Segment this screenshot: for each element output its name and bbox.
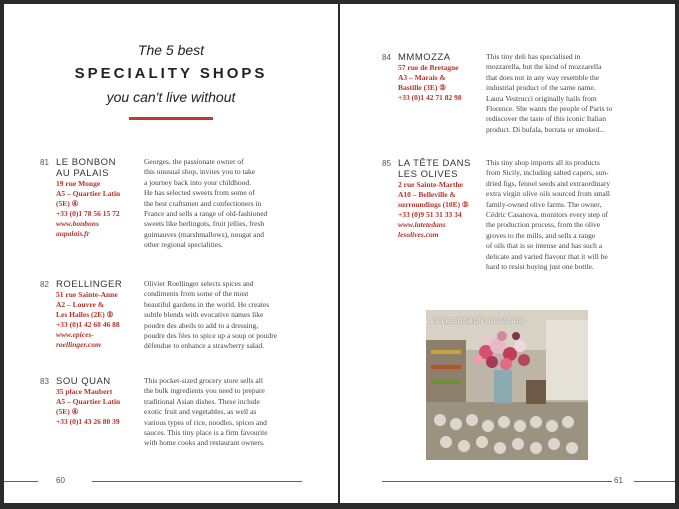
section-heading	[4, 42, 338, 120]
shop-name: AU PALAIS	[56, 168, 109, 179]
shop-address: +33 (0)1 43 26 80 39	[56, 417, 120, 426]
left-page	[4, 4, 338, 503]
description-line: This pocket-sized grocery store sells all	[144, 376, 263, 385]
shop-address: A2 – Louvre &	[56, 300, 104, 309]
shop-address: +33 (0)1 42 60 46 88	[56, 320, 120, 329]
shop-website[interactable]: aupalais.fr	[56, 229, 90, 238]
description-line: the production process, from the olive	[486, 220, 601, 230]
shop-address: A3 – Marais &	[398, 73, 446, 82]
description-line: with home cooks and restaurant owners.	[144, 438, 265, 448]
description-line: exotic fruit and vegetables, as well as	[144, 407, 257, 417]
shop-website[interactable]: roellinger.com	[56, 340, 101, 349]
photo-caption: 81 LE BONBON AU PALAIS	[431, 318, 524, 325]
shop-number: 83	[40, 377, 49, 386]
description-line: delicate and varied flavour that it will be	[486, 251, 608, 261]
description-line: Olivier Roellinger selects spices and	[144, 279, 254, 288]
shop-number: 85	[382, 159, 391, 168]
description-line: subtle blends with evocative names like	[144, 310, 264, 320]
heading-line-1: The 5 best	[137, 42, 205, 58]
description-line: other regional specialities.	[144, 240, 223, 250]
shop-info	[56, 279, 140, 350]
description-line: the best craftsmen and confectioners in	[144, 198, 262, 208]
description-line: mozzarella, but the kind of mozzarella	[486, 62, 602, 72]
description-line: This tiny shop imports all its products	[486, 158, 600, 167]
shop-address: A10 – Belleville &	[398, 190, 456, 199]
shop-name: ROELLINGER	[56, 279, 123, 290]
description-line: of oils that is so intense and has such a	[486, 241, 603, 251]
shop-info	[398, 52, 482, 103]
description-line: traditional Asian dishes. These include	[144, 396, 260, 406]
heading-underline	[129, 117, 213, 120]
shop-address: 2 rue Sainte-Marthe	[398, 180, 463, 189]
description-line: sweets like berlingots, fruit jellies, fresh	[144, 219, 265, 229]
description-line: He has selected sweets from some of	[144, 188, 255, 198]
shop-number: 82	[40, 280, 49, 289]
shop-address: (5E) ④	[56, 407, 79, 416]
heading-title: SPECIALITY SHOPS	[74, 65, 268, 82]
shop-website[interactable]: www.latetedans	[398, 220, 446, 229]
right-page	[340, 4, 675, 503]
shop-address: A5 – Quartier Latin	[56, 397, 121, 406]
page-number-right: 61	[614, 476, 623, 485]
shop-description	[144, 157, 324, 251]
footer-rule-right-2	[634, 481, 675, 482]
description-line: dried figs, fennel seeds and extraordinary	[486, 178, 611, 188]
shop-address: Bastille (3E) ⑤	[398, 83, 446, 92]
description-line: Laura Vestrucci originally hails from	[486, 93, 597, 103]
shop-address: A5 – Quartier Latin	[56, 189, 121, 198]
page-number-left: 60	[56, 476, 65, 485]
shop-address: +33 (0)1 42 71 82 98	[398, 93, 462, 102]
description-line: hard to resist buying just one bottle.	[486, 262, 594, 272]
shop-address: +33 (0)9 51 31 33 34	[398, 210, 462, 219]
shop-address: +33 (0)1 78 56 15 72	[56, 209, 120, 218]
description-line: the bulk ingredients you need to prepare	[144, 386, 265, 396]
photo-illustration	[426, 310, 588, 460]
description-line: a journey back into your childhood.	[144, 177, 252, 187]
shop-address: 57 rue de Bretagne	[398, 63, 459, 72]
shop-description	[144, 279, 324, 352]
shop-address: 51 rue Sainte-Anne	[56, 290, 118, 299]
description-line: various types of rice, noodles, spices and	[144, 417, 267, 427]
description-line: Cédric Casanova, monitors every step of	[486, 210, 609, 220]
shop-website[interactable]: lesolives.com	[398, 230, 439, 239]
shop-address: (5E) ④	[56, 199, 79, 208]
shop-name: LA TÊTE DANS	[398, 158, 471, 169]
description-line: Georges, the passionate owner of	[144, 157, 244, 166]
description-line: France and sells a range of old-fashioned	[144, 209, 268, 219]
shop-number: 81	[40, 158, 49, 167]
shop-name: LE BONBON	[56, 157, 116, 168]
description-line: guimauves (marshmallows), nougat and	[144, 229, 264, 239]
description-line: Florence. She wants the people of Paris to	[486, 104, 613, 114]
description-line: that does not in any way resemble the	[486, 72, 600, 82]
description-line: This tiny deli has specialised in	[486, 52, 581, 61]
description-line: extra virgin olive oils sourced from small	[486, 189, 611, 199]
shop-address: 19 rue Monge	[56, 179, 101, 188]
description-line: sauces. This tiny place is a firm favourite	[144, 428, 268, 438]
description-line: beautiful gardens in the world. He creates	[144, 299, 270, 309]
footer-rule-right	[382, 481, 612, 482]
shop-number: 84	[382, 53, 391, 62]
footer-rule-left-2	[92, 481, 302, 482]
description-line: défendue to enhance a strawberry salad.	[144, 341, 264, 351]
heading-line-3: you can't live without	[106, 89, 236, 105]
shop-name: LES OLIVES	[398, 169, 458, 180]
shop-name: SOU QUAN	[56, 376, 111, 387]
shop-website[interactable]: www.bonbons	[56, 219, 99, 228]
description-line: rediscover the taste of this iconic Italian	[486, 114, 606, 124]
shop-description	[486, 52, 666, 135]
shop-name: MMMOZZA	[398, 52, 451, 63]
shop-description	[486, 158, 666, 272]
description-line: family-owned olive farms. The owner,	[486, 199, 602, 209]
shop-address: surroundings (10E) ⑤	[398, 200, 469, 209]
shop-info	[56, 157, 140, 239]
shop-address: Les Halles (2E) ⑤	[56, 310, 114, 319]
description-line: industrial product of the same name.	[486, 83, 596, 93]
description-line: from Sicily, including salted capers, sun-	[486, 168, 609, 178]
shop-description	[144, 376, 324, 449]
description-line: condiments from some of the most	[144, 289, 249, 299]
description-line: this unusual shop, invites you to take	[144, 167, 256, 177]
shop-website[interactable]: www.epices-	[56, 330, 94, 339]
description-line: poudre des fées to spice up a soup or poudre	[144, 331, 278, 341]
description-line: poudre des abeils to add to a dressing,	[144, 320, 259, 330]
shop-photo	[426, 310, 588, 460]
shop-info	[56, 376, 140, 427]
footer-rule-left	[4, 481, 38, 482]
description-line: product. Di bufala, burrata or smoked...	[486, 124, 605, 134]
shop-address: 35 place Maubert	[56, 387, 113, 396]
shop-info	[398, 158, 482, 240]
description-line: groves to the mills, and sells a range	[486, 230, 596, 240]
